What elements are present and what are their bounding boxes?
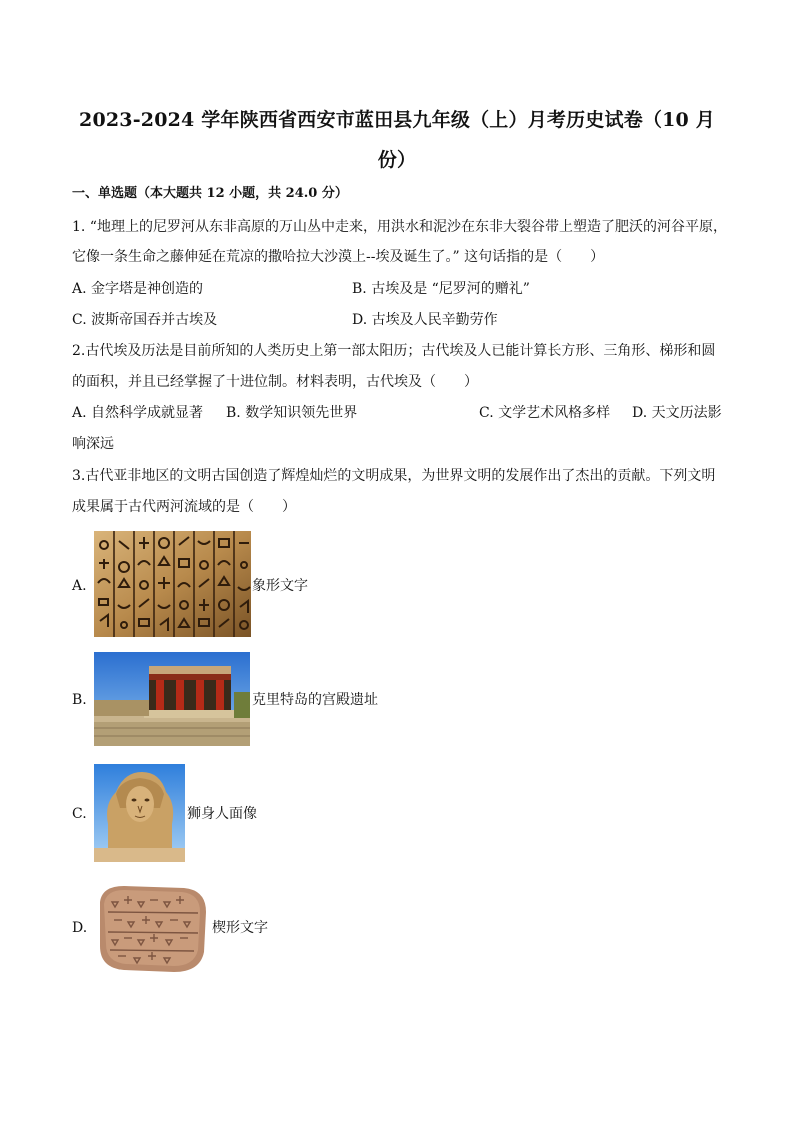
section-heading: 一、单选题（本大题共 12 小题，共 24.0 分）	[72, 186, 348, 201]
q1-stem-line-2: 它像一条生命之藤伸延在荒凉的撒哈拉大沙漠上--埃及诞生了。” 这句话指的是（ ）	[72, 249, 605, 265]
q1-option-b[interactable]: B. 古埃及是 “尼罗河的赠礼”	[352, 281, 530, 297]
q3-option-a-letter[interactable]: A.	[72, 578, 87, 594]
q2-option-a[interactable]: A. 自然科学成就显著	[72, 405, 204, 421]
q3-option-d-letter[interactable]: D.	[72, 920, 88, 936]
q2-option-d[interactable]: D. 天文历法影	[632, 405, 722, 421]
q3-option-a-caption: 象形文字	[252, 578, 308, 594]
q2-option-d-wrap: 响深远	[72, 436, 114, 452]
q2-option-b[interactable]: B. 数学知识领先世界	[226, 405, 358, 421]
sphinx-image	[94, 764, 185, 862]
title-line-1: 2023-2024 学年陕西省西安市蓝田县九年级（上）月考历史试卷（10 月	[79, 109, 715, 131]
q1-option-d[interactable]: D. 古埃及人民辛勤劳作	[352, 312, 498, 328]
knossos-palace-image	[94, 652, 250, 746]
q3-option-c-caption: 狮身人面像	[187, 806, 257, 822]
q1-option-c[interactable]: C. 波斯帝国吞并古埃及	[72, 312, 218, 328]
q3-option-b-letter[interactable]: B.	[72, 692, 87, 708]
q3-option-b-caption: 克里特岛的宫殿遗址	[252, 692, 378, 708]
q2-stem-line-2: 的面积，并且已经掌握了十进位制。材料表明，古代埃及（ ）	[72, 374, 478, 390]
q3-stem-line-1: 3.古代亚非地区的文明古国创造了辉煌灿烂的文明成果，为世界文明的发展作出了杰出的贡献。下列文明	[72, 468, 716, 484]
q2-option-c[interactable]: C. 文学艺术风格多样	[479, 405, 611, 421]
q1-option-a[interactable]: A. 金字塔是神创造的	[72, 281, 204, 297]
cuneiform-tablet-image	[94, 882, 210, 974]
q2-stem-line-1: 2.古代埃及历法是目前所知的人类历史上第一部太阳历；古代埃及人已能计算长方形、三角形、梯形和圆	[72, 343, 716, 359]
exam-title	[60, 100, 734, 180]
egyptian-hieroglyphs-image	[94, 531, 251, 637]
q3-stem-line-2: 成果属于古代两河流域的是（ ）	[72, 499, 296, 515]
title-line-2: 份）	[377, 149, 417, 171]
q3-option-d-caption: 楔形文字	[212, 920, 268, 936]
q3-option-c-letter[interactable]: C.	[72, 806, 87, 822]
q1-stem-line-1: 1. “地理上的尼罗河从东非高原的万山丛中走来，用洪水和泥沙在东非大裂谷带上塑造了肥沃的河谷平原，	[72, 219, 727, 235]
